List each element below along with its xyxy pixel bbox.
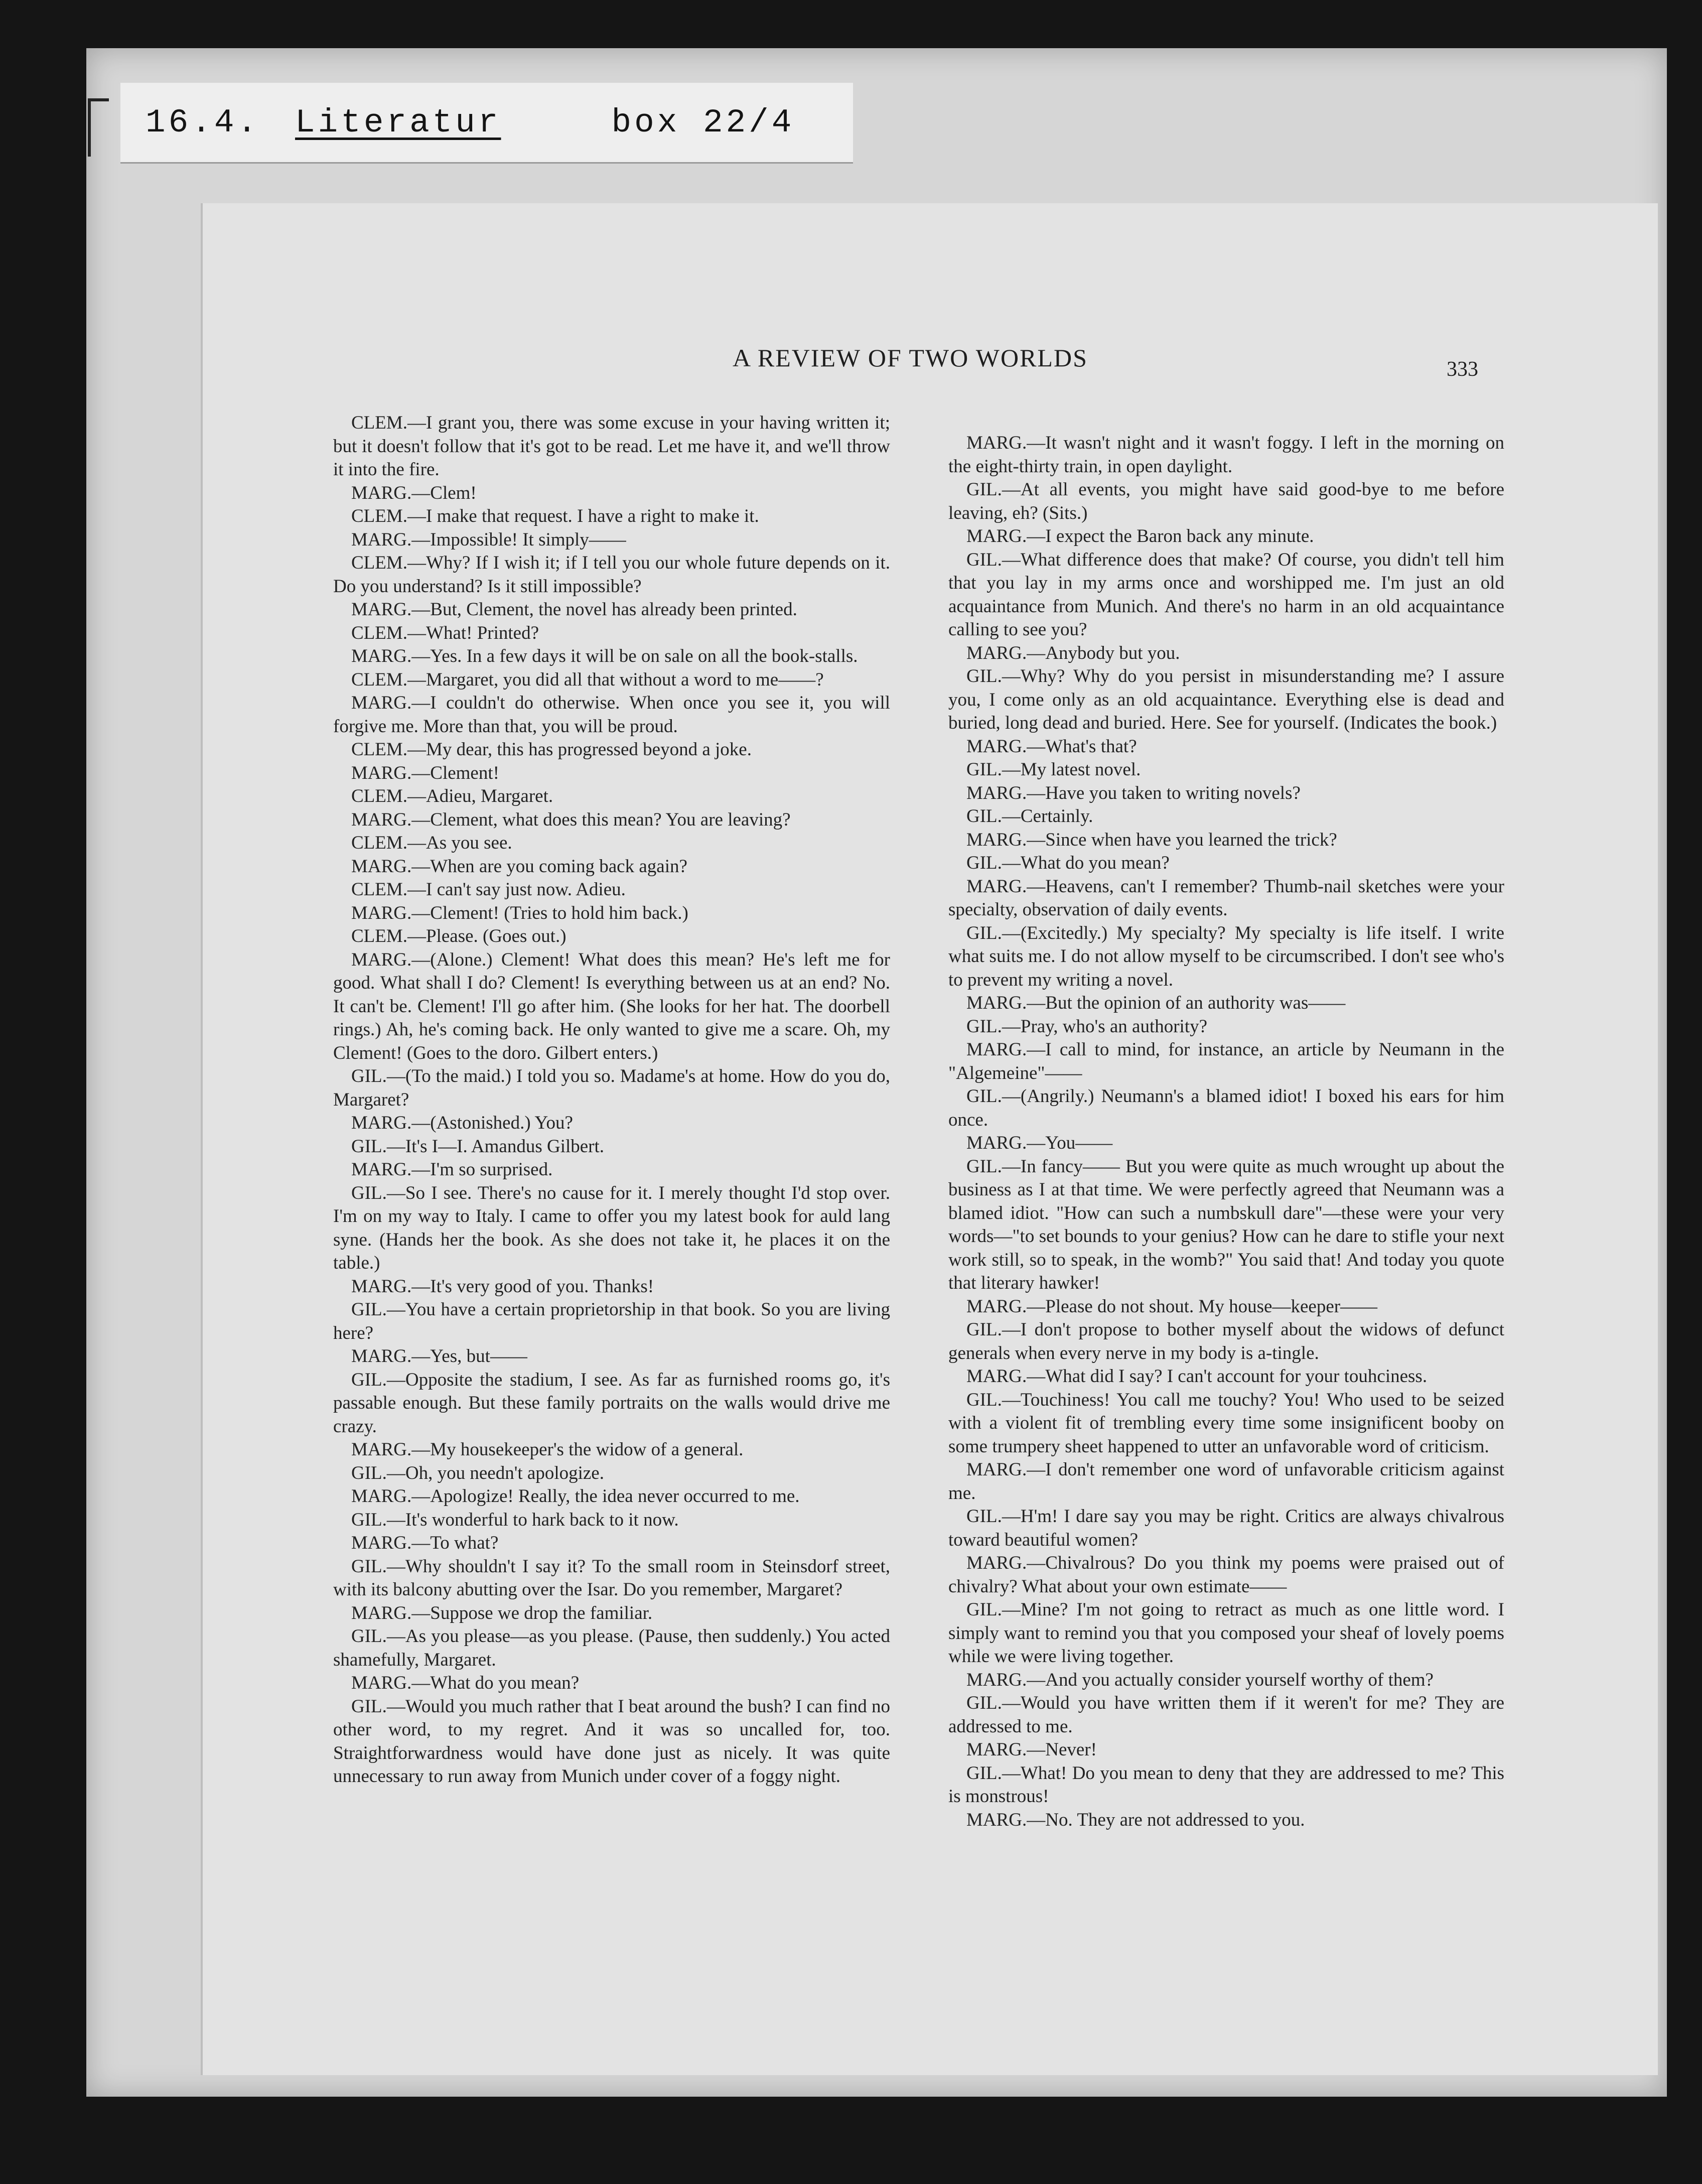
page-number: 333 xyxy=(1447,358,1478,381)
archive-label xyxy=(120,83,853,164)
dialogue-paragraph: CLEM.—Margaret, you did all that without a word to me——? xyxy=(351,669,824,690)
dialogue-paragraph: MARG.—I call to mind, for instance, an article by Neumann in the "Algemeine"—— xyxy=(948,1039,1504,1083)
dialogue-paragraph: MARG.—Impossible! It simply—— xyxy=(351,529,626,550)
dialogue-paragraph: GIL.—(Excitedly.) My specialty? My specialty is life itself. I write what suits me. I do not allow myself to be circumscribed. I don't see who's to prevent my writing a novel. xyxy=(948,922,1504,990)
dialogue-paragraph: CLEM.—I grant you, there was some excuse in your having written it; but it doesn't follow that it's got to be read. Let me have it, and we'll throw it into the fire. xyxy=(333,413,890,480)
dialogue-paragraph: GIL.—(Angrily.) Neumann's a blamed idiot! I boxed his ears for him once. xyxy=(948,1086,1504,1130)
dialogue-paragraph: CLEM.—My dear, this has progressed beyond a joke. xyxy=(351,739,752,760)
dialogue-paragraph: MARG.—What did I say? I can't account for your touhciness. xyxy=(966,1366,1428,1387)
dialogue-paragraph: CLEM.—Please. (Goes out.) xyxy=(351,926,566,946)
dialogue-paragraph: MARG.—(Alone.) Clement! What does this mean? He's left me for good. What shall I do? Clement! Is everything between us at an end? No. It can't be. Clement! I'll go after him. (She looks for her hat. The doorbell rings.) Ah, he's coming back. He only wanted to give me a scare. Oh, my Clement! (Goes to the doro. Gilbert enters.) xyxy=(333,949,890,1063)
dialogue-paragraph: MARG.—But, Clement, the novel has already been printed. xyxy=(351,599,797,620)
dialogue-paragraph: MARG.—Clement, what does this mean? You are leaving? xyxy=(351,809,791,830)
dialogue-paragraph: GIL.—Pray, who's an authority? xyxy=(966,1016,1208,1037)
dialogue-paragraph: CLEM.—What! Printed? xyxy=(351,622,539,643)
left-column xyxy=(333,412,890,1789)
dialogue-paragraph: MARG.—(Astonished.) You? xyxy=(351,1113,573,1133)
dialogue-paragraph: MARG.—Heavens, can't I remember? Thumb-nail sketches were your specialty, observation of daily events. xyxy=(948,876,1504,920)
dialogue-paragraph: MARG.—Never! xyxy=(966,1739,1097,1760)
dialogue-paragraph: MARG.—Clement! xyxy=(351,762,499,783)
dialogue-paragraph: CLEM.—Why? If I wish it; if I tell you our whole future depends on it. Do you understand? Is it still impossible? xyxy=(333,553,890,597)
dialogue-paragraph: GIL.—(To the maid.) I told you so. Madame's at home. How do you do, Margaret? xyxy=(333,1066,890,1110)
dialogue-paragraph: GIL.—So I see. There's no cause for it. I merely thought I'd stop over. I'm on my way to Italy. I came to offer you my latest book for auld lang syne. (Hands her the book. As she does not take it, he places it on the table.) xyxy=(333,1182,890,1273)
dialogue-paragraph: GIL.—What do you mean? xyxy=(966,853,1170,873)
dialogue-paragraph: GIL.—Would you have written them if it weren't for me? They are addressed to me. xyxy=(948,1693,1504,1737)
dialogue-paragraph: CLEM.—Adieu, Margaret. xyxy=(351,786,553,806)
dialogue-paragraph: MARG.—You—— xyxy=(966,1133,1113,1153)
dialogue-paragraph: MARG.—I couldn't do otherwise. When once you see it, you will forgive me. More than that, you will be proud. xyxy=(333,693,890,737)
dialogue-paragraph: GIL.—It's wonderful to hark back to it now. xyxy=(351,1509,679,1530)
dialogue-paragraph: GIL.—Touchiness! You call me touchy? You! Who used to be seized with a violent fit of trembling every time some insignificent booby on some trumpery sheet happened to utter an unfavorable word of criticism. xyxy=(948,1389,1504,1457)
dialogue-paragraph: GIL.—In fancy—— But you were quite as much wrought up about the business as I at that time. We were perfectly agreed that Neumann was a blamed idiot. "How can such a numbskull dare"—these were your very words—"to set bounds to your genius? How can he dare to stifle your next work still, so to speak, in the womb?" You said that! And today you quote that literary hawker! xyxy=(948,1156,1504,1293)
dialogue-paragraph: MARG.—I expect the Baron back any minute. xyxy=(966,526,1314,547)
dialogue-paragraph: MARG.—Yes. In a few days it will be on sale on all the book-stalls. xyxy=(351,646,858,666)
dialogue-paragraph: GIL.—What difference does that make? Of course, you didn't tell him that you lay in my arms once and worshipped me. I'm just an old acquaintance from Munich. And there's no harm in an old acquaintance calling to see you? xyxy=(948,549,1504,640)
dialogue-paragraph: MARG.—And you actually consider yourself worthy of them? xyxy=(966,1669,1434,1690)
dialogue-paragraph: GIL.—As you please—as you please. (Pause, then suddenly.) You acted shamefully, Margaret. xyxy=(333,1626,890,1670)
archive-box: box 22/4 xyxy=(611,103,795,142)
dialogue-paragraph: MARG.—Clem! xyxy=(351,482,477,503)
dialogue-paragraph: MARG.—Yes, but—— xyxy=(351,1346,527,1367)
dialogue-paragraph: MARG.—I'm so surprised. xyxy=(351,1159,553,1180)
archive-topic: Literatur xyxy=(295,103,501,142)
dialogue-paragraph: GIL.—What! Do you mean to deny that they are addressed to me? This is monstrous! xyxy=(948,1762,1504,1807)
dialogue-paragraph: MARG.—Anybody but you. xyxy=(966,642,1180,663)
dialogue-paragraph: CLEM.—I can't say just now. Adieu. xyxy=(351,879,626,900)
dialogue-paragraph: GIL.—It's I—I. Amandus Gilbert. xyxy=(351,1136,605,1157)
dialogue-paragraph: MARG.—It wasn't night and it wasn't foggy. I left in the morning on the eight-thirty train, in open daylight. xyxy=(948,433,1504,477)
dialogue-paragraph: MARG.—Clement! (Tries to hold him back.) xyxy=(351,902,688,923)
dialogue-paragraph: MARG.—Please do not shout. My house—keeper—— xyxy=(966,1296,1378,1317)
dialogue-paragraph: MARG.—Since when have you learned the trick? xyxy=(966,829,1337,850)
dialogue-paragraph: MARG.—No. They are not addressed to you. xyxy=(966,1809,1305,1830)
right-column xyxy=(948,432,1504,1832)
dialogue-paragraph: GIL.—Oh, you needn't apologize. xyxy=(351,1462,604,1483)
dialogue-paragraph: MARG.—Have you taken to writing novels? xyxy=(966,782,1301,803)
dialogue-paragraph: GIL.—Would you much rather that I beat around the bush? I can find no other word, to my regret. And it was so uncalled for, too. Straightforwardness would have done just as nicely. It was quite unnecessary to run away from Munich under cover of a foggy night. xyxy=(333,1696,890,1787)
dialogue-paragraph: MARG.—But the opinion of an authority was—— xyxy=(966,993,1346,1013)
dialogue-paragraph: MARG.—To what? xyxy=(351,1533,499,1553)
dialogue-paragraph: GIL.—Mine? I'm not going to retract as much as one little word. I simply want to remind you that you composed your sheaf of lovely poems while we were living together. xyxy=(948,1599,1504,1667)
dialogue-paragraph: MARG.—Suppose we drop the familiar. xyxy=(351,1602,653,1623)
dialogue-paragraph: MARG.—I don't remember one word of unfavorable criticism against me. xyxy=(948,1459,1504,1504)
dialogue-paragraph: MARG.—What's that? xyxy=(966,736,1137,757)
dialogue-paragraph: GIL.—H'm! I dare say you may be right. Critics are always chivalrous toward beautiful women? xyxy=(948,1506,1504,1550)
dialogue-paragraph: GIL.—You have a certain proprietorship in that book. So you are living here? xyxy=(333,1299,890,1343)
dialogue-paragraph: MARG.—Apologize! Really, the idea never occurred to me. xyxy=(351,1486,800,1507)
dialogue-paragraph: CLEM.—As you see. xyxy=(351,833,512,853)
dialogue-paragraph: GIL.—Opposite the stadium, I see. As far as furnished rooms go, it's passable enough. But these family portraits on the walls would drive me crazy. xyxy=(333,1369,890,1437)
label-bracket xyxy=(88,98,109,157)
archive-code: 16.4. xyxy=(146,103,260,142)
running-head: A REVIEW OF TWO WORLDS xyxy=(733,344,1088,372)
dialogue-paragraph: CLEM.—I make that request. I have a right to make it. xyxy=(351,506,759,526)
dialogue-paragraph: MARG.—My housekeeper's the widow of a general. xyxy=(351,1439,744,1460)
dialogue-paragraph: GIL.—Certainly. xyxy=(966,806,1093,827)
dialogue-paragraph: GIL.—I don't propose to bother myself about the widows of defunct generals when every nerve in my body is a-tingle. xyxy=(948,1319,1504,1363)
dialogue-paragraph: GIL.—Why shouldn't I say it? To the small room in Steinsdorf street, with its balcony abutting over the Isar. Do you remember, Margaret? xyxy=(333,1556,890,1600)
dialogue-paragraph: MARG.—Chivalrous? Do you think my poems were praised out of chivalry? What about your own estimate—— xyxy=(948,1553,1504,1597)
dialogue-paragraph: GIL.—Why? Why do you persist in misunderstanding me? I assure you, I come only as an old acquaintance. Everything else is dead and buried, long dead and buried. Here. See for yourself. (Indicates the book.) xyxy=(948,666,1504,733)
dialogue-paragraph: GIL.—At all events, you might have said good-bye to me before leaving, eh? (Sits.) xyxy=(948,479,1504,523)
dialogue-paragraph: MARG.—It's very good of you. Thanks! xyxy=(351,1276,654,1297)
dialogue-paragraph: GIL.—My latest novel. xyxy=(966,759,1141,780)
dialogue-paragraph: MARG.—When are you coming back again? xyxy=(351,856,687,877)
dialogue-paragraph: MARG.—What do you mean? xyxy=(351,1673,580,1693)
